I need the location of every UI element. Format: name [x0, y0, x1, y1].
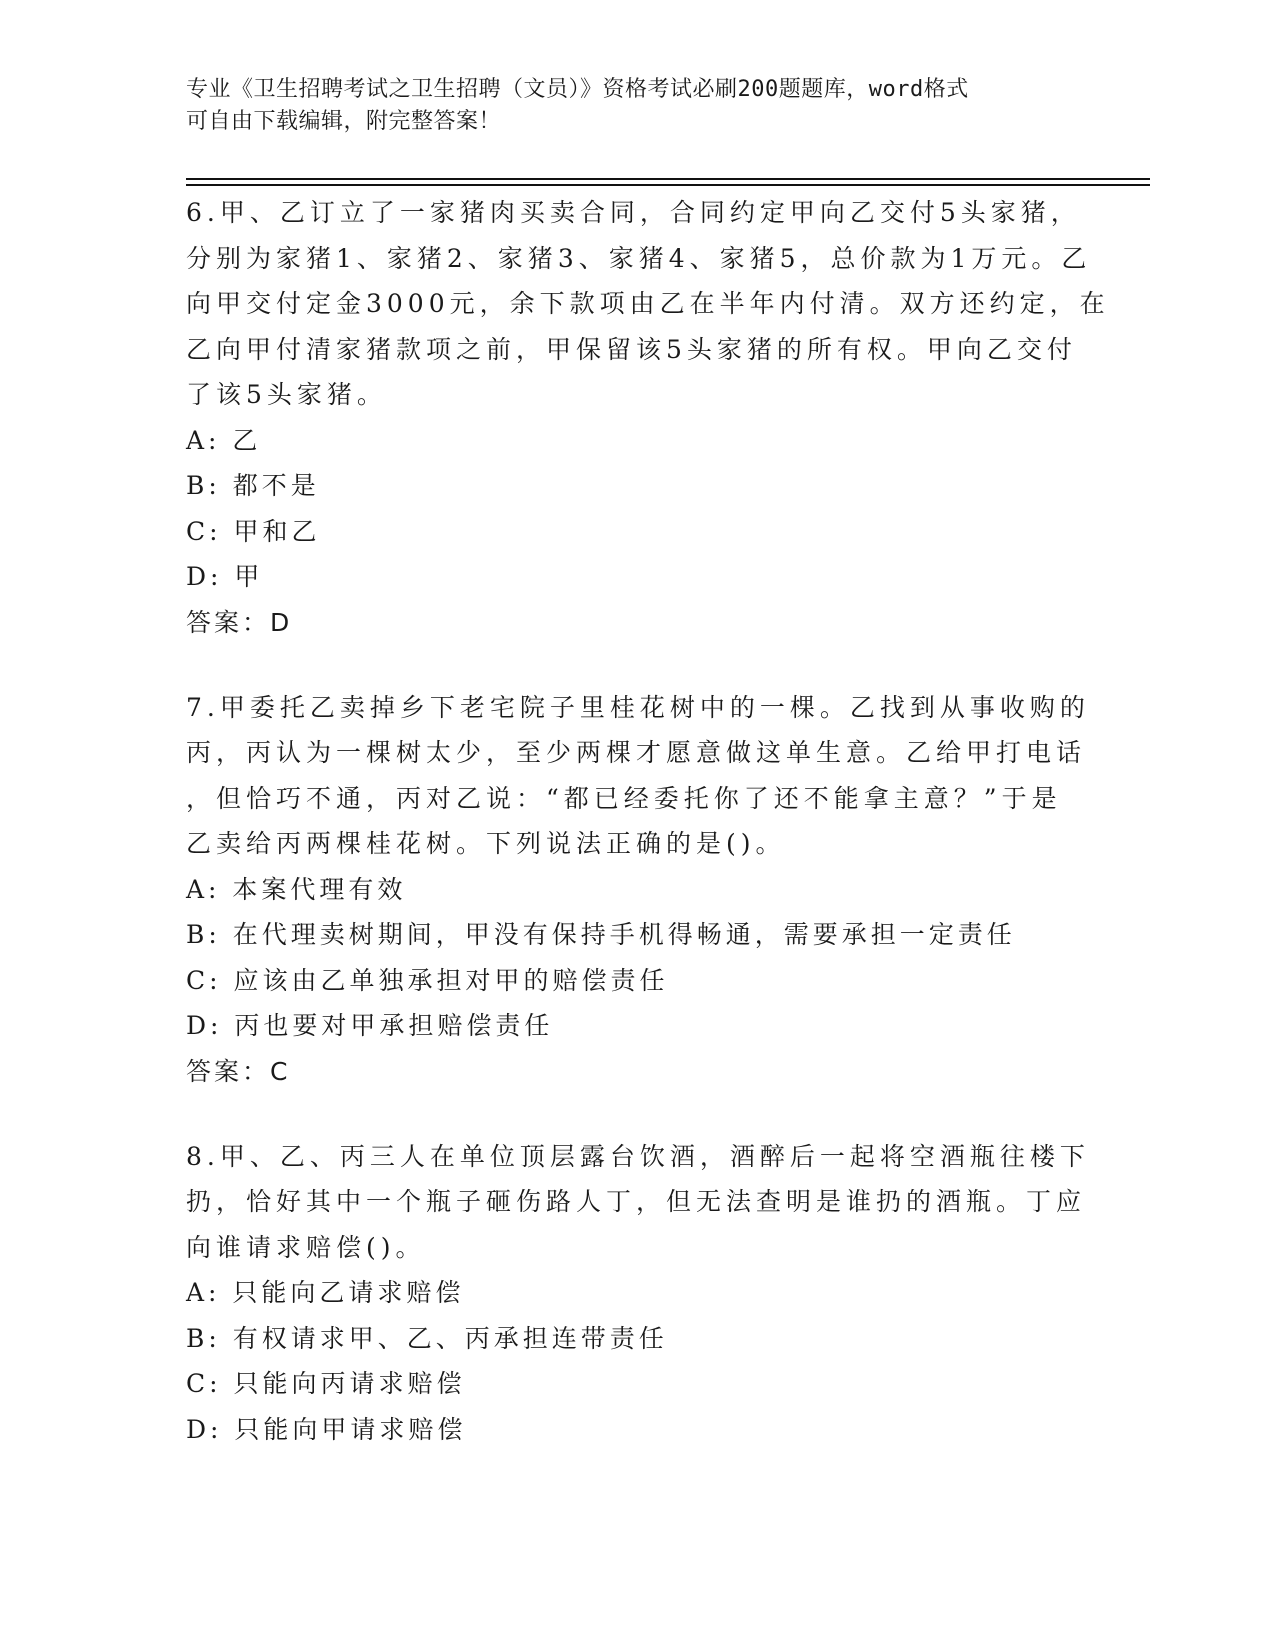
- option-c: C: 应该由乙单独承担对甲的赔偿责任: [186, 965, 669, 995]
- answer-label: 答案：C: [186, 1056, 291, 1086]
- option-b: B: 有权请求甲、乙、丙承担连带责任: [186, 1323, 668, 1353]
- stem-line: 扔，恰好其中一个瓶子砸伤路人丁，但无法查明是谁扔的酒瓶。丁应: [186, 1187, 1087, 1216]
- question-stem: [186, 685, 1090, 867]
- question-stem: [186, 1134, 1090, 1271]
- stem-line: 向甲交付定金3000元，余下款项由乙在半年内付清。双方还约定，在: [186, 289, 1110, 318]
- answer-label: 答案：D: [186, 607, 293, 637]
- question-spacer: [186, 1095, 1086, 1134]
- header-divider-top: [186, 178, 1150, 180]
- option-b: B: 都不是: [186, 471, 320, 500]
- option-a: A: 只能向乙请求赔偿: [186, 1278, 465, 1307]
- header-line-2: 可自由下载编辑，附完整答案！: [186, 109, 502, 134]
- stem-line: 向谁请求赔偿()。: [186, 1232, 426, 1262]
- option-a: A: 乙: [186, 425, 262, 455]
- stem-line: 乙向甲付清家猪款项之前，甲保留该5头家猪的所有权。甲向乙交付: [186, 334, 1077, 364]
- question-8: [186, 1134, 1090, 1453]
- option-d: D: 甲: [186, 562, 264, 591]
- option-c: C: 甲和乙: [186, 516, 321, 546]
- stem-line: 乙卖给丙两棵桂花树。下列说法正确的是()。: [186, 829, 786, 858]
- stem-line: 6.甲、乙订立了一家猪肉买卖合同，合同约定甲向乙交付5头家猪，: [186, 198, 1081, 227]
- stem-line: 丙，丙认为一棵树太少，至少两棵才愿意做这单生意。乙给甲打电话: [186, 738, 1087, 767]
- question-list: [186, 190, 1110, 1452]
- option-c: C: 只能向丙请求赔偿: [186, 1369, 466, 1398]
- stem-line: 了该5头家猪。: [186, 380, 387, 409]
- stem-line: 8.甲、乙、丙三人在单位顶层露台饮酒，酒醉后一起将空酒瓶往楼下: [186, 1141, 1090, 1171]
- question-7: [186, 685, 1090, 1095]
- option-b: B: 在代理卖树期间，甲没有保持手机得畅通，需要承担一定责任: [186, 920, 1016, 949]
- question-spacer: [186, 646, 1086, 685]
- option-d: D: 只能向甲请求赔偿: [186, 1414, 467, 1444]
- stem-line: 7.甲委托乙卖掉乡下老宅院子里桂花树中的一棵。乙找到从事收购的: [186, 692, 1090, 722]
- question-6: [186, 190, 1110, 646]
- option-d: D: 丙也要对甲承担赔偿责任: [186, 1011, 554, 1040]
- header-line-1: 专业《卫生招聘考试之卫生招聘（文员）》资格考试必刷200题题库，word格式: [186, 77, 969, 102]
- question-stem: [186, 190, 1110, 418]
- document-header: [186, 74, 1086, 138]
- stem-line: ，但恰巧不通，丙对乙说：“都已经委托你了还不能拿主意？”于是: [186, 783, 1062, 813]
- header-divider-bottom: [186, 184, 1150, 186]
- stem-line: 分别为家猪1、家猪2、家猪3、家猪4、家猪5，总价款为1万元。乙: [186, 243, 1092, 273]
- option-a: A: 本案代理有效: [186, 874, 407, 904]
